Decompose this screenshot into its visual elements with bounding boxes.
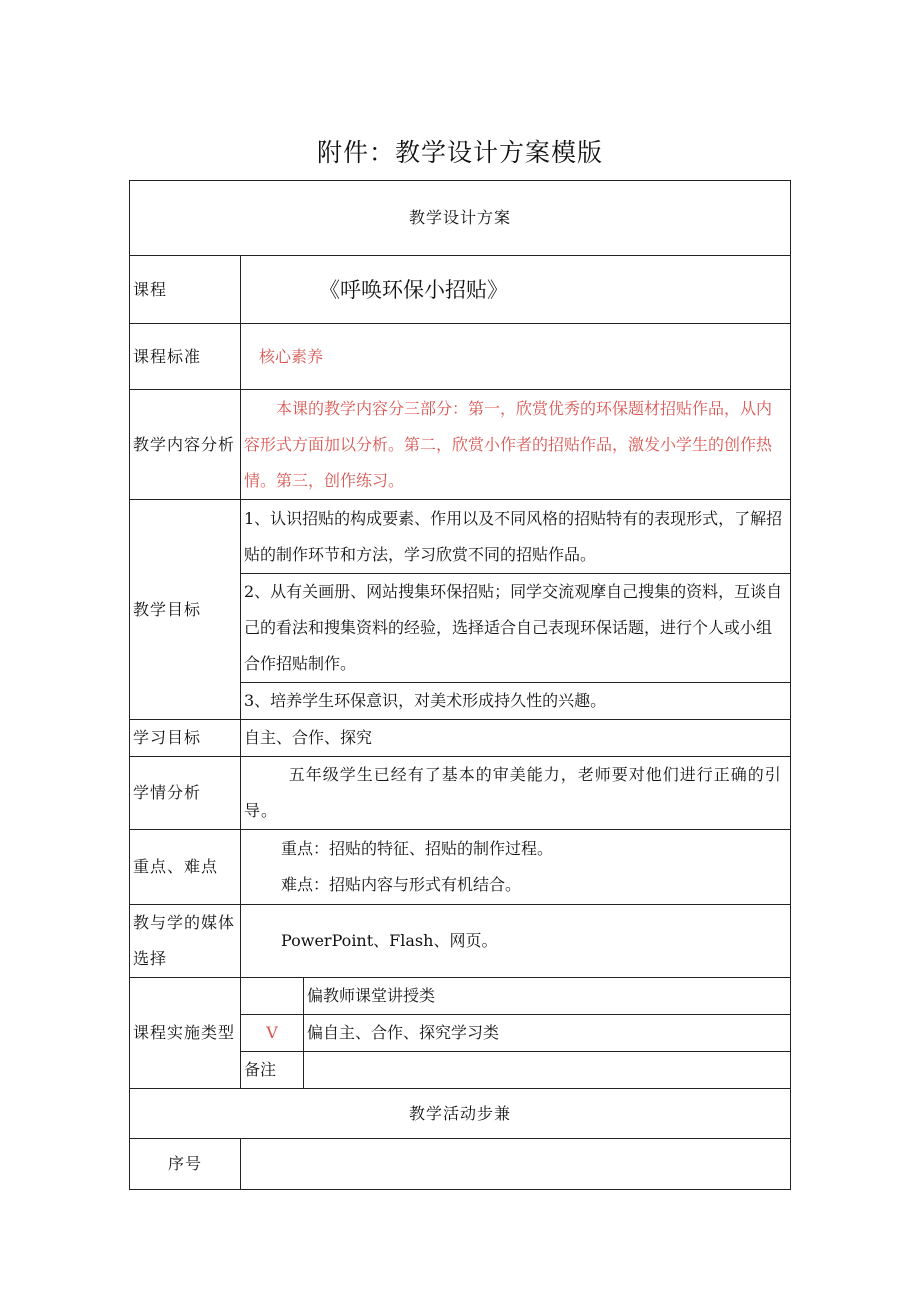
- content-analysis-label: 教学内容分析: [130, 390, 241, 500]
- learning-goal-label: 学习目标: [130, 720, 241, 757]
- key-points-label: 重点、难点: [130, 830, 241, 905]
- standard-value: 核心素养: [241, 324, 791, 390]
- table-header: 教学设计方案: [130, 181, 791, 256]
- key-points-row: [130, 830, 791, 905]
- note-label: 备注: [241, 1052, 304, 1089]
- objective-item-3: 3、培养学生环保意识，对美术形成持久性的兴趣。: [241, 683, 791, 720]
- standard-row: [130, 324, 791, 390]
- content-analysis-value: 本课的教学内容分三部分：第一，欣赏优秀的环保题材招贴作品，从内容形式方面加以分析。第二，欣赏小作者的招贴作品，激发小学生的创作热情。第三，创作练习。: [241, 390, 791, 500]
- content-analysis-row: [130, 390, 791, 500]
- standard-label: 课程标准: [130, 324, 241, 390]
- learner-analysis-value: 五年级学生已经有了基本的审美能力，老师要对他们进行正确的引导。: [241, 757, 791, 830]
- note-value: [304, 1052, 791, 1089]
- table-header-row: [130, 181, 791, 256]
- sequence-value: [241, 1139, 791, 1190]
- course-type-option-2: 偏自主、合作、探究学习类: [304, 1015, 791, 1052]
- lesson-plan-table: [129, 180, 791, 1190]
- media-label: 教与学的媒体选择: [130, 905, 241, 978]
- objective-item-2: 2、从有关画册、网站搜集环保招贴；同学交流观摩自己搜集的资料，互谈自己的看法和搜集资料的经验，选择适合自己表现环保话题，进行个人或小组合作招贴制作。: [241, 574, 791, 683]
- media-value: PowerPoint、Flash、网页。: [241, 905, 791, 978]
- course-row: [130, 256, 791, 324]
- sequence-row: [130, 1139, 791, 1190]
- course-label: 课程: [130, 256, 241, 324]
- learning-goal-row: [130, 720, 791, 757]
- key-point-text: 重点：招贴的特征、招贴的制作过程。: [281, 839, 554, 858]
- activities-header-row: [130, 1089, 791, 1139]
- sequence-label: 序号: [130, 1139, 241, 1190]
- objectives-label: 教学目标: [130, 500, 241, 720]
- document-title: 附件：教学设计方案模版: [316, 138, 603, 167]
- course-type-mark-1: [241, 978, 304, 1015]
- learning-goal-value: 自主、合作、探究: [241, 720, 791, 757]
- key-points-cell: [241, 830, 791, 905]
- media-row: [130, 905, 791, 978]
- course-type-label: 课程实施类型: [130, 978, 241, 1089]
- learner-analysis-label: 学情分析: [130, 757, 241, 830]
- learner-analysis-row: [130, 757, 791, 830]
- objective-item-1: 1、认识招贴的构成要素、作用以及不同风格的招贴特有的表现形式，了解招贴的制作环节和方法，学习欣赏不同的招贴作品。: [241, 500, 791, 574]
- objective-row-1: [130, 500, 791, 574]
- course-type-option-1: 偏教师课堂讲授类: [304, 978, 791, 1015]
- difficulty-text: 难点：招贴内容与形式有机结合。: [281, 875, 522, 894]
- course-type-mark-2: V: [241, 1015, 304, 1052]
- activities-header: 教学活动步兼: [130, 1089, 791, 1139]
- course-type-row-1: [130, 978, 791, 1015]
- course-value: 《呼唤环保小招贴》: [241, 256, 791, 324]
